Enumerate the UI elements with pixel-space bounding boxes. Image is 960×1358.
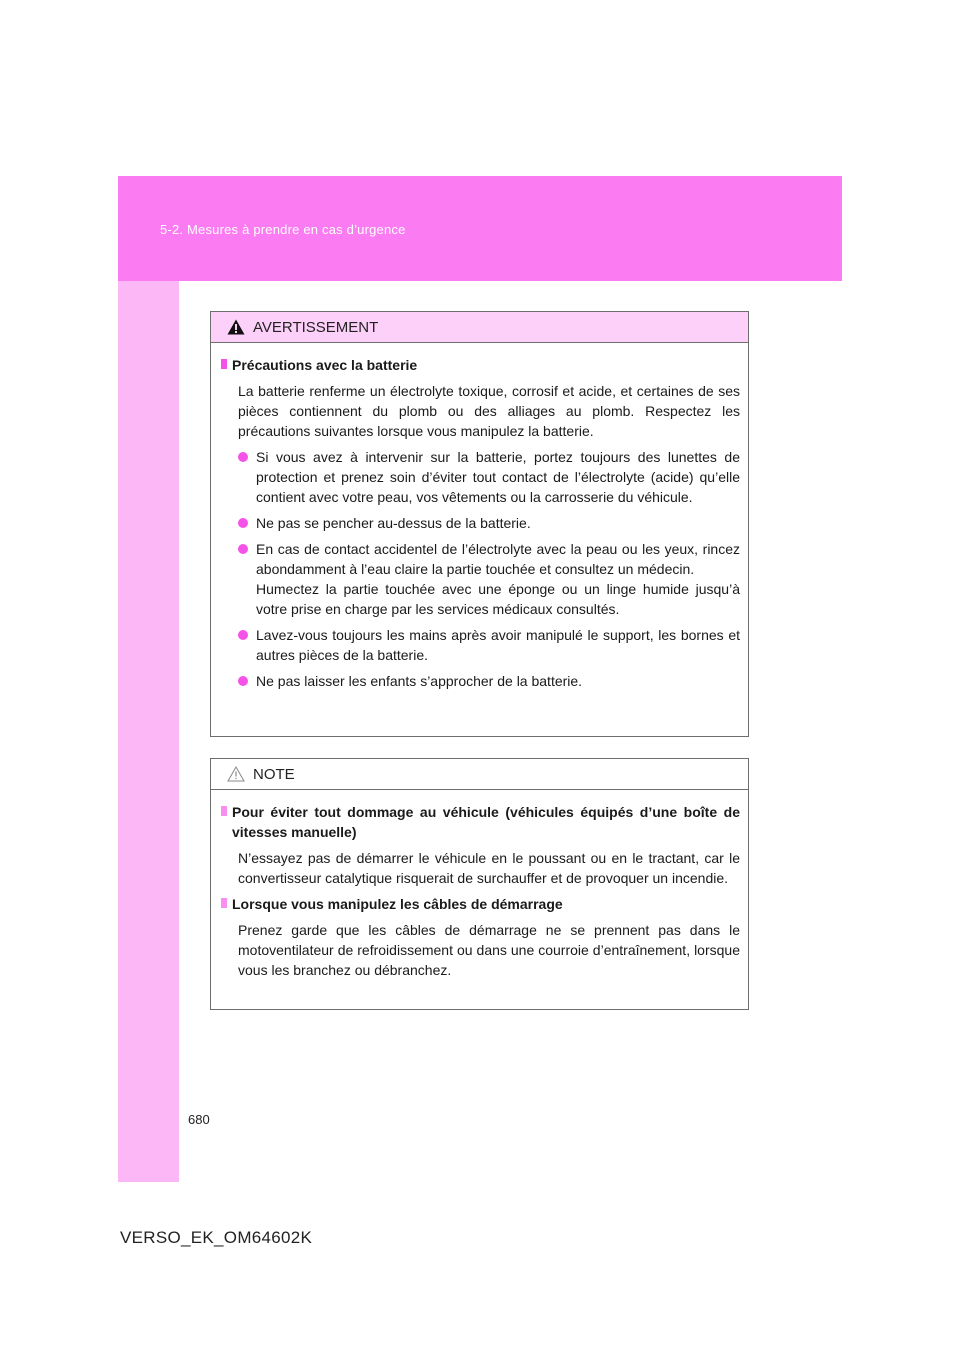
warning-triangle-icon [227, 319, 245, 335]
section-bullet [221, 898, 227, 908]
list-item [221, 625, 740, 665]
list-item-text: En cas de contact accidentel de l’électrolyte avec la peau ou les yeux, rincez abondamment à l’eau claire la partie touchée et consultez un médecin. [256, 541, 740, 577]
note-section-heading [221, 802, 740, 842]
bullet-dot [238, 630, 248, 640]
side-tab-strip [118, 281, 179, 1182]
note-section-heading [221, 894, 740, 914]
section-bullet [221, 806, 227, 816]
page-number: 680 [188, 1112, 210, 1127]
list-item-text: Humectez la partie touchée avec une éponge ou un linge humide jusqu’à votre prise en charge par les services médicaux consultés. [256, 581, 740, 617]
note-body [211, 790, 748, 990]
list-item-text: Lavez-vous toujours les mains après avoir manipulé le support, les bornes et autres pièces de la batterie. [256, 627, 740, 663]
document-code: VERSO_EK_OM64602K [120, 1228, 313, 1247]
warning-body [211, 343, 748, 701]
section-bullet [221, 359, 227, 369]
note-title: NOTE [253, 765, 295, 783]
list-item [221, 447, 740, 507]
list-item [221, 671, 740, 691]
list-item-text: Ne pas laisser les enfants s’approcher de la batterie. [256, 673, 583, 689]
section-title: 5-2. Mesures à prendre en cas d’urgence [160, 222, 406, 237]
note-header [211, 759, 748, 790]
warning-section-title: Précautions avec la batterie [232, 357, 418, 373]
list-item-text: Ne pas se pencher au-dessus de la batterie. [256, 515, 531, 531]
note-section-title: Pour éviter tout dommage au véhicule (véhicules équipés d’une boîte de vitesses manuelle) [232, 804, 740, 840]
warning-box [210, 311, 749, 737]
bullet-dot [238, 452, 248, 462]
bullet-dot [238, 518, 248, 528]
list-item-text: Si vous avez à intervenir sur la batterie, portez toujours des lunettes de protection et prenez soin d’éviter tout contact de l’électrolyte (acide) qu’elle contient avec votre peau, vos vêtements ou la carrosserie du véhicule. [256, 449, 740, 505]
list-item [221, 539, 740, 619]
warning-header [211, 312, 748, 343]
note-section-text: N’essayez pas de démarrer le véhicule en le poussant ou en le tractant, car le convertisseur catalytique risquerait de surchauffer et de provoquer un incendie. [238, 850, 740, 886]
note-box [210, 758, 749, 1010]
list-item [221, 513, 740, 533]
note-section-title: Lorsque vous manipulez les câbles de démarrage [232, 896, 563, 912]
bullet-dot [238, 676, 248, 686]
warning-section-heading [221, 355, 740, 375]
section-header-band [118, 176, 842, 281]
caution-triangle-outline-icon [227, 766, 245, 782]
note-section-text: Prenez garde que les câbles de démarrage ne se prennent pas dans le motoventilateur de refroidissement ou dans une courroie d’entraînement, lorsque vous les branchez ou débranchez. [238, 922, 740, 978]
warning-intro: La batterie renferme un électrolyte toxique, corrosif et acide, et certaines de ses pièces contiennent du plomb ou des alliages au plomb. Respectez les précautions suivantes lorsque vous manipulez la batterie. [238, 383, 740, 439]
warning-title: AVERTISSEMENT [253, 318, 379, 336]
bullet-dot [238, 544, 248, 554]
